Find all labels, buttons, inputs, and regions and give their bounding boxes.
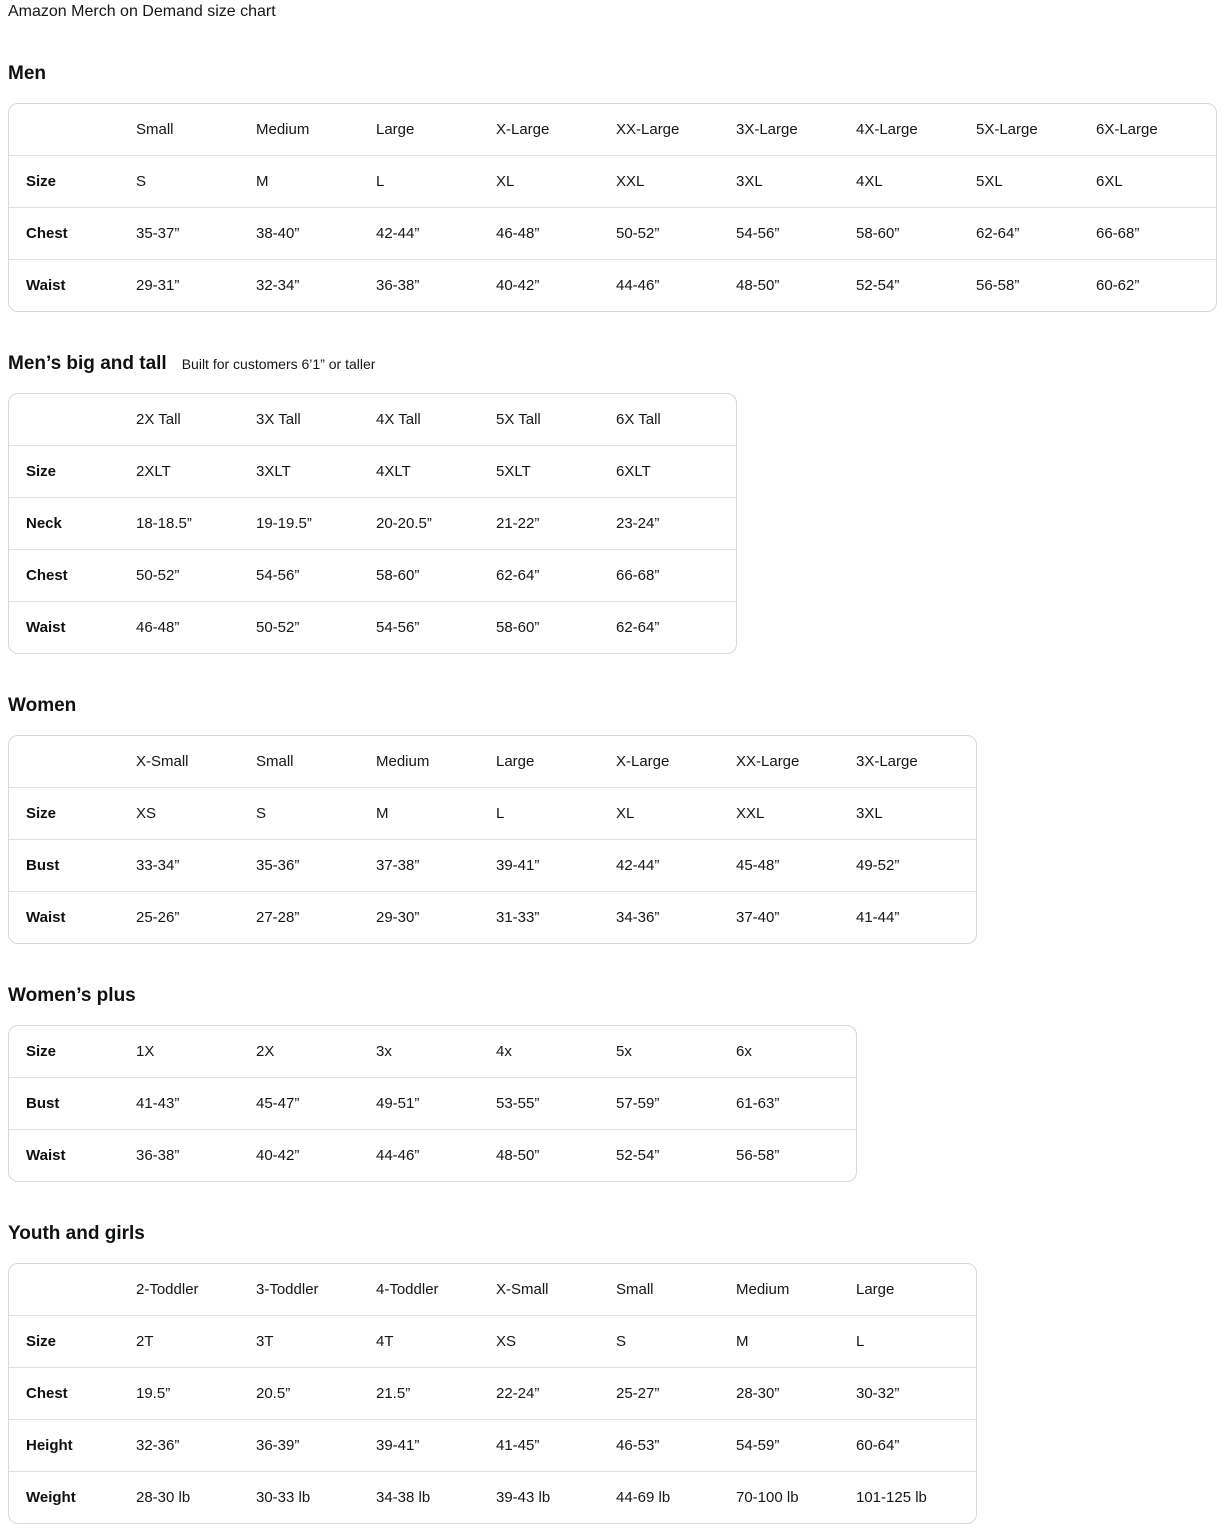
size-value: 39-41” [496, 839, 616, 891]
row-label: Neck [9, 497, 136, 549]
column-header: 6X-Large [1096, 121, 1158, 138]
table-row [9, 497, 736, 549]
column-header: Medium [376, 753, 430, 770]
table-row [9, 891, 976, 943]
size-value: 66-68” [1096, 207, 1216, 259]
row-label-empty [9, 1264, 136, 1315]
size-value: 45-47” [256, 1077, 376, 1129]
size-value: 40-42” [256, 1129, 376, 1181]
size-value: 4x [496, 1043, 512, 1060]
column-header-row [9, 104, 1216, 155]
table-row [9, 1315, 976, 1367]
column-header: 6X Tall [616, 411, 661, 428]
size-value: XL [496, 155, 616, 207]
size-value: 46-53” [616, 1419, 736, 1471]
size-value: 18-18.5” [136, 497, 256, 549]
size-value: 70-100 lb [736, 1471, 856, 1523]
size-value: 6XLT [616, 445, 736, 497]
column-header: Large [496, 753, 535, 770]
size-value: 49-52” [856, 839, 976, 891]
size-value: S [616, 1315, 736, 1367]
section-heading: Women’s plus [8, 985, 136, 1006]
size-value: 27-28” [256, 891, 376, 943]
column-header: Medium [736, 1281, 790, 1298]
row-label-empty [9, 394, 136, 445]
section-header [8, 352, 1214, 377]
size-value: 41-44” [856, 891, 976, 943]
size-value: 60-64” [856, 1419, 976, 1471]
size-value: 2XLT [136, 445, 256, 497]
size-value: L [856, 1315, 976, 1367]
size-value: 60-62” [1096, 259, 1216, 311]
row-label: Waist [9, 259, 136, 311]
size-value: XS [496, 1315, 616, 1367]
column-header: X-Large [616, 753, 670, 770]
size-value: 29-30” [376, 891, 496, 943]
size-value: 5XL [976, 155, 1096, 207]
size-value: 19-19.5” [256, 497, 376, 549]
size-value: 29-31” [136, 259, 256, 311]
table-row [9, 445, 736, 497]
size-value: 28-30” [736, 1367, 856, 1419]
size-value: 35-36” [256, 839, 376, 891]
table-row [9, 1026, 856, 1077]
size-value: 23-24” [616, 497, 736, 549]
size-value: 42-44” [376, 207, 496, 259]
column-header: 3X-Large [856, 753, 918, 770]
column-header-row [9, 1264, 976, 1315]
size-table [8, 1025, 857, 1182]
column-header-row [9, 394, 736, 445]
section-men [8, 62, 1214, 312]
size-value: 46-48” [496, 207, 616, 259]
size-value: 41-43” [136, 1077, 256, 1129]
size-value: L [496, 787, 616, 839]
section-header [8, 694, 1214, 719]
size-value: 37-40” [736, 891, 856, 943]
section-header [8, 1222, 1214, 1247]
size-value: 2T [136, 1315, 256, 1367]
column-header: Large [376, 121, 415, 138]
size-value: 6x [736, 1043, 752, 1060]
size-value: 41-45” [496, 1419, 616, 1471]
column-header: 3X-Large [736, 121, 798, 138]
section-womens-plus [8, 984, 1214, 1182]
table-row [9, 1077, 856, 1129]
size-value: 45-48” [736, 839, 856, 891]
section-heading: Men’s big and tall [8, 353, 167, 374]
size-value: 40-42” [496, 259, 616, 311]
size-value: 48-50” [736, 259, 856, 311]
size-value: 66-68” [616, 549, 736, 601]
size-value: 3XL [856, 787, 976, 839]
size-value: 30-33 lb [256, 1471, 376, 1523]
table-row [9, 1129, 856, 1181]
size-value: 31-33” [496, 891, 616, 943]
size-value: 20.5” [256, 1367, 376, 1419]
row-label-empty [9, 736, 136, 787]
table-row [9, 259, 1216, 311]
row-label: Waist [9, 1129, 136, 1181]
size-table [8, 393, 737, 654]
size-value: 42-44” [616, 839, 736, 891]
table-row [9, 787, 976, 839]
size-value: 32-36” [136, 1419, 256, 1471]
size-value: 37-38” [376, 839, 496, 891]
page-title: Amazon Merch on Demand size chart [8, 3, 276, 20]
size-value: 33-34” [136, 839, 256, 891]
size-value: 54-56” [376, 601, 496, 653]
size-value: 2X [256, 1043, 275, 1060]
section-header [8, 62, 1214, 87]
size-value: 46-48” [136, 601, 256, 653]
size-value: 44-46” [616, 259, 736, 311]
section-youth-and-girls [8, 1222, 1214, 1524]
size-value: 54-59” [736, 1419, 856, 1471]
section-women [8, 694, 1214, 944]
size-value: 25-27” [616, 1367, 736, 1419]
column-header: 3-Toddler [256, 1281, 319, 1298]
row-label: Height [9, 1419, 136, 1471]
size-value: 62-64” [496, 549, 616, 601]
row-label: Bust [9, 839, 136, 891]
size-value: 39-43 lb [496, 1471, 616, 1523]
row-label: Chest [9, 207, 136, 259]
section-heading: Men [8, 63, 46, 84]
row-label: Chest [9, 1367, 136, 1419]
size-value: 20-20.5” [376, 497, 496, 549]
column-header: 2-Toddler [136, 1281, 199, 1298]
section-heading: Women [8, 695, 77, 716]
size-value: 56-58” [976, 259, 1096, 311]
size-value: 1X [136, 1043, 155, 1060]
size-value: S [256, 787, 376, 839]
column-header: 4X-Large [856, 121, 918, 138]
table-row [9, 1367, 976, 1419]
size-value: 44-46” [376, 1129, 496, 1181]
column-header: X-Large [496, 121, 550, 138]
size-value: 22-24” [496, 1367, 616, 1419]
table-row [9, 207, 1216, 259]
column-header: Small [256, 753, 294, 770]
section-mens-big-and-tall [8, 352, 1214, 654]
size-value: 32-34” [256, 259, 376, 311]
column-header-row [9, 736, 976, 787]
section-heading: Youth and girls [8, 1223, 145, 1244]
size-value: S [136, 155, 256, 207]
size-value: 52-54” [616, 1129, 736, 1181]
size-value: 58-60” [496, 601, 616, 653]
column-header: X-Small [136, 753, 189, 770]
size-value: 3XL [736, 155, 856, 207]
size-value: 36-38” [136, 1129, 256, 1181]
table-row [9, 155, 1216, 207]
size-value: 50-52” [136, 549, 256, 601]
table-row [9, 601, 736, 653]
table-row [9, 549, 736, 601]
size-table [8, 735, 977, 944]
size-value: XL [616, 787, 736, 839]
size-value: 36-38” [376, 259, 496, 311]
column-header: X-Small [496, 1281, 549, 1298]
size-value: 21-22” [496, 497, 616, 549]
column-header: 4X Tall [376, 411, 421, 428]
table-row [9, 1419, 976, 1471]
column-header: 2X Tall [136, 411, 181, 428]
size-value: 38-40” [256, 207, 376, 259]
column-header: Large [856, 1281, 895, 1298]
size-value: 39-41” [376, 1419, 496, 1471]
size-table [8, 103, 1217, 312]
size-value: 53-55” [496, 1077, 616, 1129]
size-value: 3XLT [256, 445, 376, 497]
size-value: 58-60” [856, 207, 976, 259]
size-value: 3T [256, 1315, 376, 1367]
size-value: 44-69 lb [616, 1471, 736, 1523]
table-row [9, 1471, 976, 1523]
size-value: 101-125 lb [856, 1471, 976, 1523]
row-label: Weight [9, 1471, 136, 1523]
size-value: 62-64” [616, 601, 736, 653]
size-value: XS [136, 787, 256, 839]
section-header [8, 984, 1214, 1009]
row-label-empty [9, 104, 136, 155]
size-value: 28-30 lb [136, 1471, 256, 1523]
row-label: Size [9, 1315, 136, 1367]
size-value: 54-56” [256, 549, 376, 601]
column-header: Small [616, 1281, 654, 1298]
row-label: Size [9, 445, 136, 497]
size-value: XXL [736, 787, 856, 839]
size-value: 19.5” [136, 1367, 256, 1419]
row-label: Bust [9, 1077, 136, 1129]
size-value: 48-50” [496, 1129, 616, 1181]
size-value: 49-51” [376, 1077, 496, 1129]
size-value: 3x [376, 1043, 392, 1060]
size-value: 6XL [1096, 155, 1216, 207]
size-value: 4XL [856, 155, 976, 207]
section-subtitle: Built for customers 6’1” or taller [181, 356, 376, 372]
size-value: 57-59” [616, 1077, 736, 1129]
size-value: 34-36” [616, 891, 736, 943]
size-value: 5XLT [496, 445, 616, 497]
column-header: Small [136, 121, 174, 138]
size-value: M [736, 1315, 856, 1367]
column-header: 5X Tall [496, 411, 541, 428]
column-header: 3X Tall [256, 411, 301, 428]
row-label: Waist [9, 601, 136, 653]
sections-container [8, 62, 1214, 1524]
column-header: 5X-Large [976, 121, 1038, 138]
size-value: M [256, 155, 376, 207]
size-table [8, 1263, 977, 1524]
column-header: 4-Toddler [376, 1281, 439, 1298]
size-value: 25-26” [136, 891, 256, 943]
size-value: 52-54” [856, 259, 976, 311]
size-value: M [376, 787, 496, 839]
table-row [9, 839, 976, 891]
size-value: L [376, 155, 496, 207]
size-value: 34-38 lb [376, 1471, 496, 1523]
size-value: 50-52” [256, 601, 376, 653]
size-value: 62-64” [976, 207, 1096, 259]
size-value: 54-56” [736, 207, 856, 259]
row-label: Size [26, 1043, 57, 1060]
size-value: 61-63” [736, 1077, 856, 1129]
size-value: 56-58” [736, 1129, 856, 1181]
size-value: 36-39” [256, 1419, 376, 1471]
column-header: XX-Large [736, 753, 800, 770]
size-value: 58-60” [376, 549, 496, 601]
size-value: 35-37” [136, 207, 256, 259]
size-value: 30-32” [856, 1367, 976, 1419]
row-label: Size [9, 787, 136, 839]
row-label: Chest [9, 549, 136, 601]
size-value: XXL [616, 155, 736, 207]
size-value: 5x [616, 1043, 632, 1060]
column-header: Medium [256, 121, 310, 138]
size-value: 4XLT [376, 445, 496, 497]
size-value: 21.5” [376, 1367, 496, 1419]
row-label: Size [9, 155, 136, 207]
size-value: 50-52” [616, 207, 736, 259]
row-label: Waist [9, 891, 136, 943]
column-header: XX-Large [616, 121, 680, 138]
size-value: 4T [376, 1315, 496, 1367]
